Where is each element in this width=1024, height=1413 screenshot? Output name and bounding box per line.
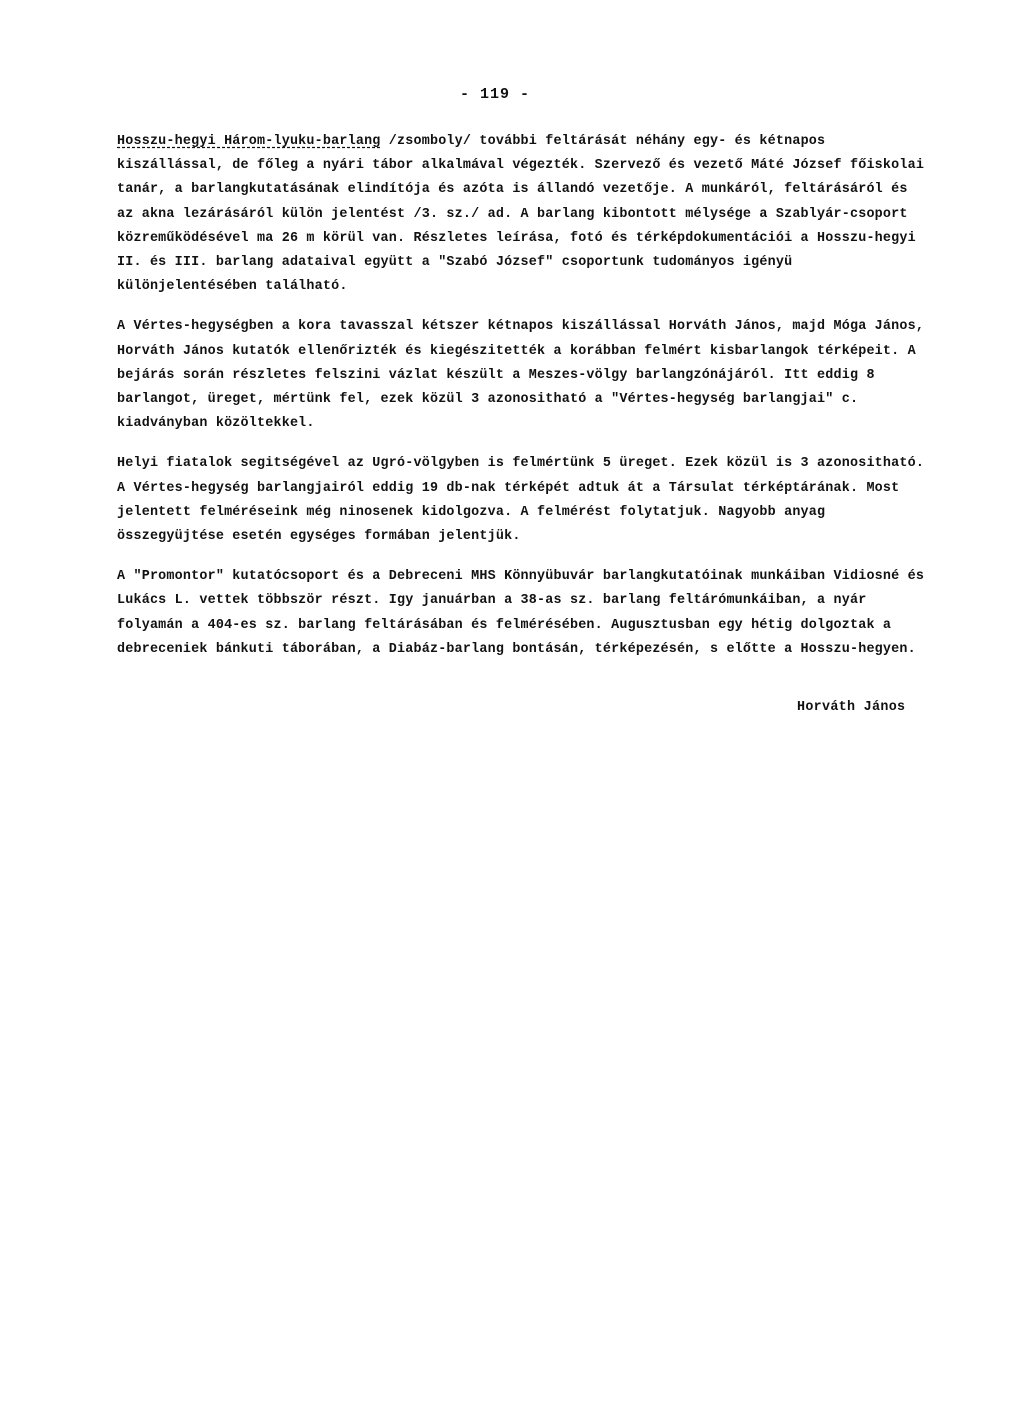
paragraph-vertes: A Vértes-hegységben a kora tavasszal kétszer kétnapos kiszállással Horváth János, majd Móga János, Horváth János kutatók ellenőrizték és kiegészitették a korábban felmért kisbarlangok térképeit. A bejárás során részletes felszini vázlat készült a Meszes-völgy barlangzónájáról. Itt eddig 8 barlangot, üreget, mértünk fel, ezek közül 3 azonositható a "Vértes-hegység barlangjai" c. kiadványban közöltekkel. [117,319,925,432]
signature: Horváth János [797,700,906,715]
page-number: - 119 - [460,86,531,103]
cave-name: Hosszu-hegyi Három-lyuku-barlang [117,134,381,149]
paragraph-ugro-volgy: Helyi fiatalok segitségével az Ugró-völgyben is felmértünk 5 üreget. Ezek közül is 3 azonositható. A Vértes-hegység barlangjairól eddig 19 db-nak térképét adtuk át a Társulat térképtárának. Most jelentett felméréseink még ninosenek kidolgozva. A felmérést folytatjuk. Nagyobb anyag összegyüjtése esetén egységes formában jelentjük. [117,456,925,545]
paragraph-text: /zsomboly/ további feltárását néhány egy- és kétnapos kiszállással, de főleg a nyári tábor alkalmával végezték. Szervező és vezető Máté József főiskolai tanár, a barlangkutatásának elindítója és azóta is állandó vezetője. A munkáról, feltárásáról és az akna lezárásáról külön jelentést /3. sz./ ad. A barlang kibontott mélysége a Szablyár-csoport közreműködésével ma 26 m körül van. Részletes leírása, fotó és térképdokumentációi a Hosszu-hegyi II. és III. barlang adataival együtt a "Szabó József" csoportunk tudományos igényü különjelentésében található. [117,134,925,295]
paragraph-hosszu-hegy [117,130,927,299]
paragraph-promontor: A "Promontor" kutatócsoport és a Debreceni MHS Könnyübuvár barlangkutatóinak munkáiban Vidiosné és Lukács L. vettek többször részt. Igy januárban a 38-as sz. barlang feltárómunkáiban, a nyár folyamán a 404-es sz. barlang feltárásában és felmérésében. Augusztusban egy hétig dolgoztak a debreceniek bánkuti táborában, a Diabáz-barlang bontásán, térképezésén, s előtte a Hosszu-hegyen. [117,569,925,657]
report-body [117,130,927,678]
